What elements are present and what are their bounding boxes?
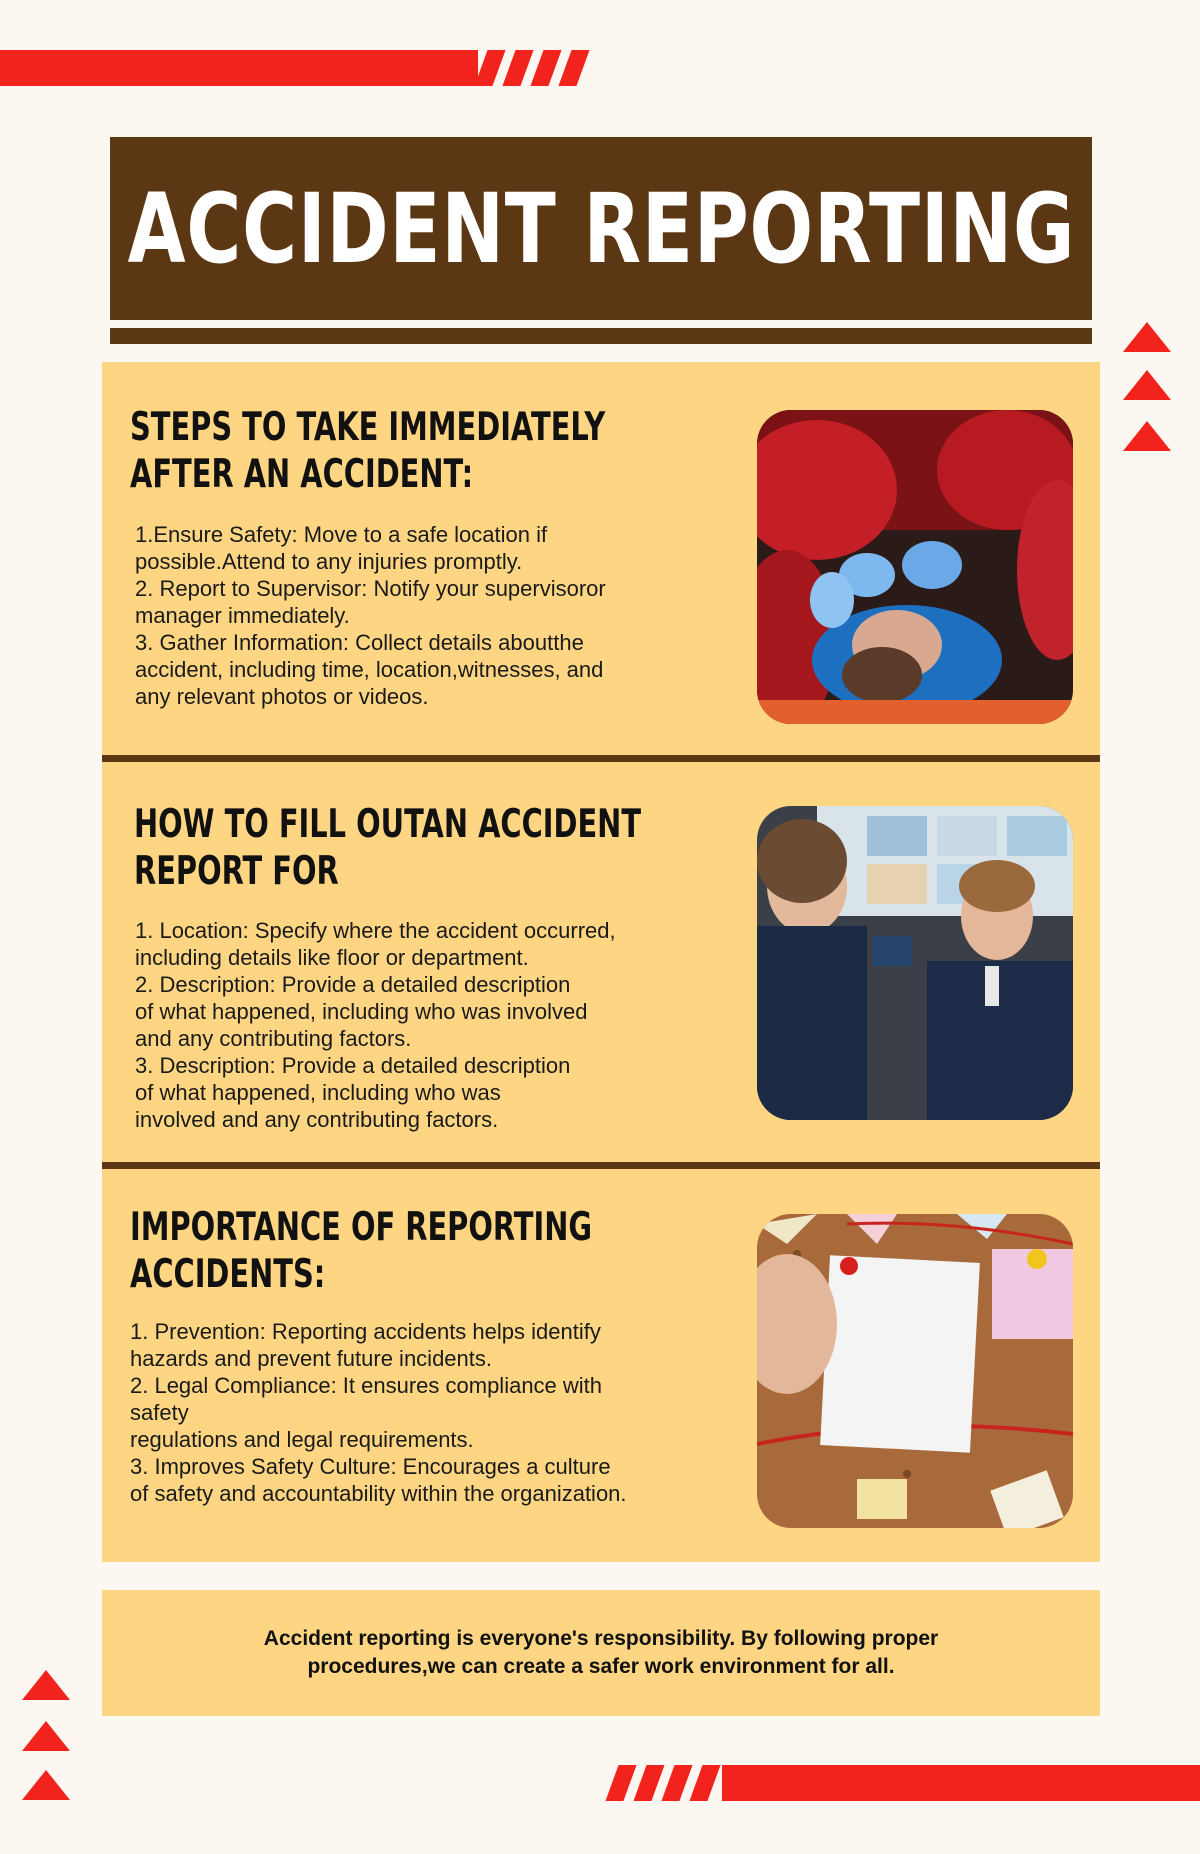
bottom-slash-1 [605,1765,636,1801]
body-line: 1. Location: Specify where the accident occurred, [135,918,616,943]
body-line: manager immediately. [135,603,350,628]
top-slash-3 [530,50,561,86]
paramedics-photo [757,410,1073,724]
triangle-icon [22,1670,70,1700]
triangle-icon [1123,421,1171,451]
section-body-steps [135,521,715,710]
footer-text-line: Accident reporting is everyone's responsibility. By following proper [263,1627,939,1650]
section-heading-line: ACCIDENTS: [130,1252,326,1297]
body-line: possible.Attend to any injuries promptly. [135,549,523,574]
footer-callout [102,1590,1100,1716]
body-line: of what happened, including who was involved [135,999,588,1024]
body-line: 1. Prevention: Reporting accidents helps identify [130,1319,601,1344]
section-body-how-to [135,917,715,1133]
title-banner [110,137,1092,320]
page-title: ACCIDENT REPORTING [127,172,1075,285]
section-heading-how-to [134,801,819,895]
bottom-slash-2 [633,1765,664,1801]
section-heading-line: REPORT FOR [134,849,339,894]
body-line: 2. Legal Compliance: It ensures compliance with [130,1373,603,1398]
section-body-importance [130,1318,730,1507]
body-line: 3. Description: Provide a detailed description [135,1053,571,1078]
top-slash-1 [474,50,505,86]
section-heading-line: AFTER AN ACCIDENT: [130,452,474,497]
bottom-slash-3 [661,1765,692,1801]
body-line: any relevant photos or videos. [135,684,429,709]
section-divider [102,755,1100,762]
section-heading-line: IMPORTANCE OF REPORTING [130,1205,593,1250]
title-underline [110,328,1092,344]
section-heading-line: STEPS TO TAKE IMMEDIATELY [130,405,606,450]
body-line: 1.Ensure Safety: Move to a safe location if [135,522,548,547]
body-line: 2. Report to Supervisor: Notify your supervisoror [135,576,606,601]
triangle-icon [1123,370,1171,400]
footer-text-line: procedures,we can create a safer work environment for all. [307,1655,895,1678]
section-heading-importance [130,1204,754,1298]
corkboard-photo [757,1214,1073,1528]
triangle-icon [1123,322,1171,352]
body-line: of what happened, including who was [135,1080,501,1105]
top-slash-4 [558,50,589,86]
triangle-icon [22,1721,70,1751]
body-line: 3. Gather Information: Collect details aboutthe [135,630,584,655]
bottom-slash-4 [689,1765,720,1801]
section-heading-line: HOW TO FILL OUTAN ACCIDENT [134,802,642,847]
body-line: 3. Improves Safety Culture: Encourages a culture [130,1454,611,1479]
section-heading-steps [130,404,772,498]
section-divider [102,1162,1100,1169]
body-line: including details like floor or department. [135,945,529,970]
control-room-photo [757,806,1073,1120]
body-line: of safety and accountability within the organization. [130,1481,627,1506]
body-line: accident, including time, location,witnesses, and [135,657,604,682]
triangle-icon [22,1770,70,1800]
bottom-red-stripe [722,1765,1200,1801]
top-red-stripe [0,50,478,86]
body-line: involved and any contributing factors. [135,1107,499,1132]
top-slash-2 [502,50,533,86]
body-line: hazards and prevent future incidents. [130,1346,493,1371]
body-line: and any contributing factors. [135,1026,412,1051]
body-line: regulations and legal requirements. [130,1427,474,1452]
body-line: 2. Description: Provide a detailed description [135,972,571,997]
body-line: safety [130,1400,189,1425]
